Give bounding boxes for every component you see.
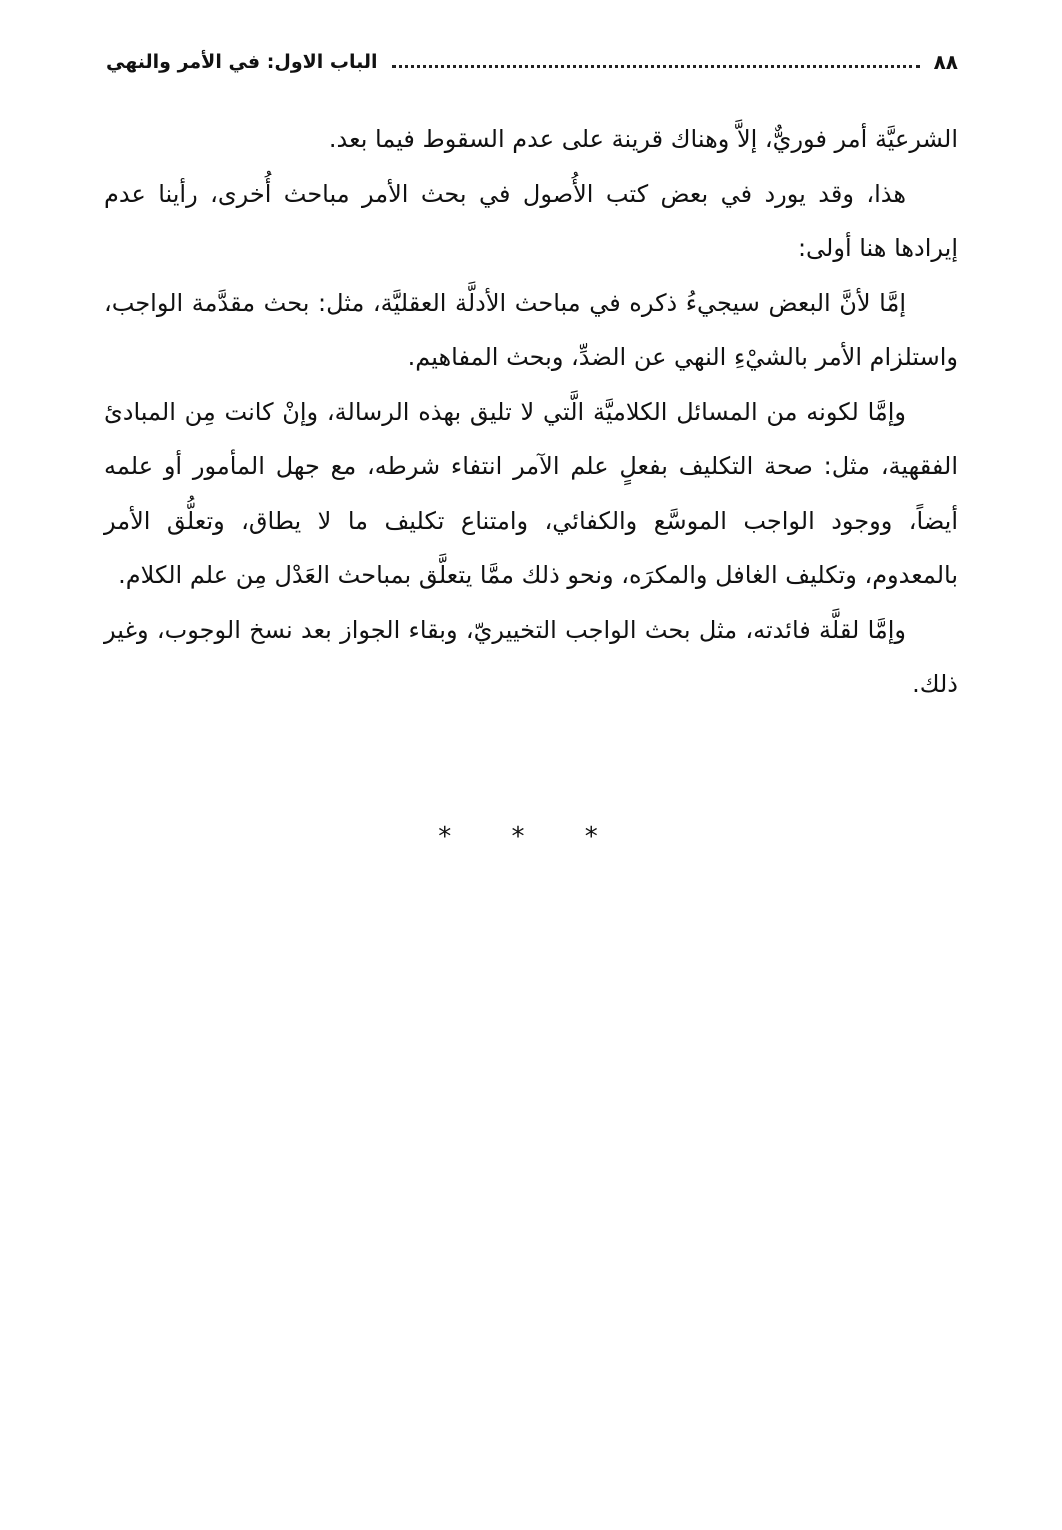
page-header <box>106 44 958 80</box>
paragraph: إمَّا لأنَّ البعض سيجيءُ ذكره في مباحث الأدلَّة العقليَّة، مثل: بحث مقدَّمة الواجب، واستلزام الأمر بالشيْءِ النهي عن الضدِّ، وبحث المفاهيم. <box>104 288 958 371</box>
page-number: ٨٨ <box>933 50 958 74</box>
paragraph: هذا، وقد يورد في بعض كتب الأُصول في بحث الأمر مباحث أُخرى، رأينا عدم إيرادها هنا أولى: <box>104 179 958 262</box>
paragraph: وإمَّا لكونه من المسائل الكلاميَّة الَّتي لا تليق بهذه الرسالة، وإنْ كانت مِن المبادئ الفقهية، مثل: صحة التكليف بفعلٍ علم الآمر انتفاء شرطه، مع جهل المأمور أو علمه أيضاً، ووجود الواجب الموسَّع والكفائي، وامتناع تكليف ما لا يطاق، وتعلُّق الأمر بالمعدوم، وتكليف الغافل والمكرَه، ونحو ذلك ممَّا يتعلَّق بمباحث العَدْل مِن علم الكلام. <box>104 397 958 589</box>
paragraph: الشرعيَّة أمر فوريٌّ، إلاَّ وهناك قرينة على عدم السقوط فيما بعد. <box>328 125 958 153</box>
header-leader-dots <box>392 57 920 68</box>
section-break-asterisks: * * * <box>438 822 624 852</box>
running-title: الباب الاول: في الأمر والنهي <box>106 51 378 73</box>
body-text <box>104 112 958 712</box>
paragraph: وإمَّا لقلَّة فائدته، مثل بحث الواجب التخييريّ، وبقاء الجواز بعد نسخ الوجوب، وغير ذلك. <box>104 615 958 698</box>
